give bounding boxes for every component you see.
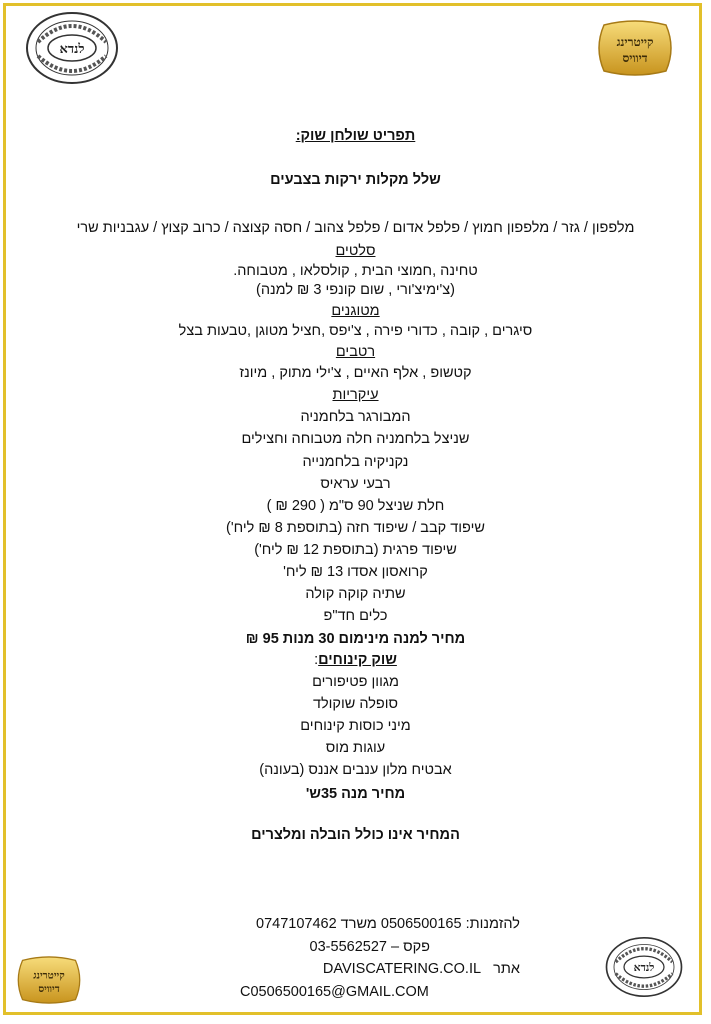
- orders-phone: להזמנות: 0506500165 משרד 0747107462: [256, 916, 520, 932]
- price-disclaimer: המחיר אינו כולל הובלה ומלצרים: [251, 827, 460, 843]
- davis-catering-badge-logo-bottom: [14, 950, 84, 1010]
- fried-items: סיגרים , קובה , כדורי פירה , צ'יפס ,חציל מטוגן ,טבעות בצל: [178, 323, 533, 339]
- menu-subtitle: שלל מקלות ירקות בצבעים: [270, 172, 441, 188]
- mains-heading: עיקריות: [332, 387, 379, 403]
- main-item: קרואסון אסדו 13 ₪ ליח': [283, 564, 428, 580]
- main-item: שתיה קוקה קולה: [305, 586, 406, 602]
- fax-number: פקס – 03-5562527: [309, 939, 430, 955]
- landau-seal-logo: [24, 10, 120, 86]
- dessert-item: מיני כוסות קינוחים: [300, 718, 411, 734]
- salads-extras: (צ'ימיצ'ורי , שום קונפי 3 ₪ למנה): [255, 282, 456, 298]
- badge-top-text: קייטרינג: [33, 969, 65, 982]
- main-item: רבעי עראיס: [320, 476, 391, 492]
- davis-catering-badge-logo: [594, 19, 676, 77]
- salads-items: טחינה ,חמוצי הבית , קולסלאו , מטבוחה.: [233, 263, 478, 279]
- fried-heading: מטוגנים: [331, 303, 380, 319]
- main-item: כלים חד"פ: [323, 608, 388, 624]
- email-link[interactable]: C0506500165@GMAIL.COM: [240, 984, 429, 1000]
- website-row: [200, 960, 520, 978]
- main-price: מחיר למנה מינימום 30 מנות 95 ₪: [245, 631, 466, 647]
- dessert-item: סופלה שוקולד: [312, 696, 399, 712]
- desserts-heading-colon: :: [314, 652, 319, 668]
- desserts-heading-label: שוק קינוחים: [318, 652, 397, 668]
- dessert-item: אבטיח מלון ענבים אננס (בעונה): [259, 762, 452, 778]
- seal-center-text: לנדא: [633, 961, 655, 975]
- sauces-heading: רטבים: [335, 344, 376, 360]
- main-item: שיפוד פרגית (בתוספת 12 ₪ ליח'): [254, 542, 457, 558]
- vegetables-list: מלפפון / גזר / מלפפון חמוץ / פלפל אדום / פלפל צהוב / חסה קצוצה / כרוב קצוץ / עגבניות שרי: [76, 220, 635, 236]
- dessert-item: עוגות מוס: [325, 740, 386, 756]
- main-item: שיפוד קבב / שיפוד חזה (בתוספת 8 ₪ ליח'): [226, 520, 485, 536]
- dessert-item: מגוון פטיפורים: [312, 674, 399, 690]
- sauces-items: קטשופ , אלף האיים , צ'ילי מתוק , מיונז: [239, 365, 472, 381]
- dessert-price: מחיר מנה 35ש': [305, 786, 406, 802]
- main-item: נקניקיה בלחמנייה: [302, 454, 409, 470]
- badge-bottom-text: דיוויס: [38, 982, 60, 995]
- main-item: חלת שניצל 90 ס"מ ( 290 ₪ ): [266, 498, 445, 514]
- website-label: אתר: [493, 961, 520, 977]
- main-item: המבורגר בלחמניה: [300, 409, 411, 425]
- salads-heading: סלטים: [335, 243, 376, 259]
- menu-title: תפריט שולחן שוק:: [295, 128, 416, 144]
- main-item: שניצל בלחמניה חלה מטבוחה וחצילים: [241, 431, 470, 447]
- badge-bottom-text: דיוויס: [622, 51, 648, 65]
- seal-center-text: לנדא: [59, 42, 85, 57]
- website-link[interactable]: DAVISCATERING.CO.IL: [322, 961, 482, 977]
- badge-top-text: קייטרינג: [616, 35, 654, 49]
- landau-seal-logo-bottom: [604, 934, 684, 1000]
- desserts-heading: [40, 651, 671, 669]
